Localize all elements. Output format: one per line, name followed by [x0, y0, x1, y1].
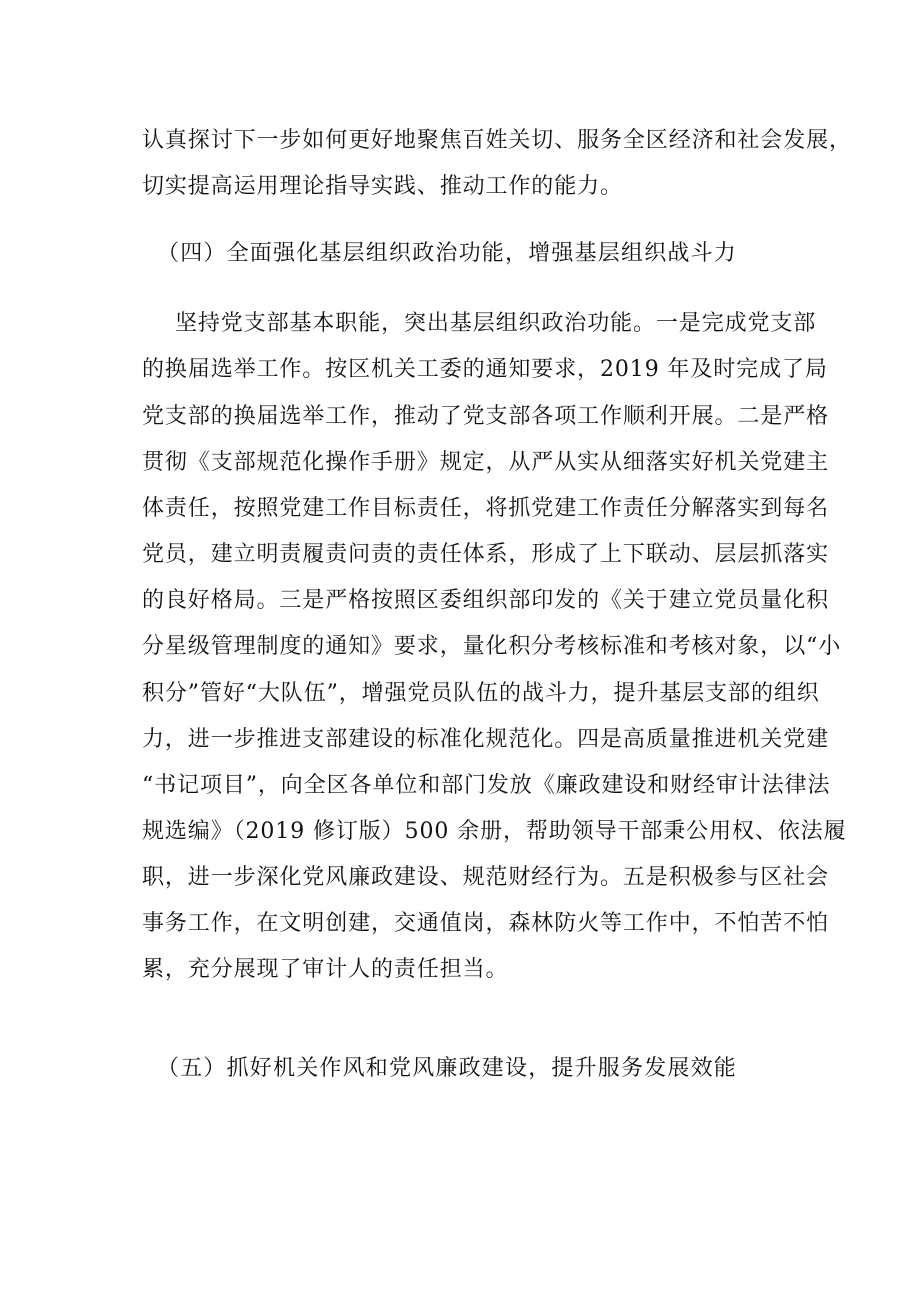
paragraph-4-line-4: 贯彻《支部规范化操作手册》规定，从严从实从细落实好机关党建主	[142, 450, 830, 475]
paragraph-4-line-8: 分星级管理制度的通知》要求，量化积分考核标准和考核对象，以“小	[142, 634, 842, 659]
paragraph-4-line-3: 党支部的换届选举工作，推动了党支部各项工作顺利开展。二是严格	[142, 404, 830, 429]
section-heading-4: （四）全面强化基层组织政治功能，增强基层组织战斗力	[157, 241, 738, 266]
paragraph-4-line-13: 职，进一步深化党风廉政建设、规范财经行为。五是积极参与区社会	[142, 865, 830, 890]
paragraph-4-line-10: 力，进一步推进支部建设的标准化规范化。四是高质量推进机关党建	[142, 727, 830, 752]
paragraph-4-line-2: 的换届选举工作。按区机关工委的通知要求，2019 年及时完成了局	[142, 357, 828, 382]
paragraph-4-line-9: 积分”管好“大队伍”，增强党员队伍的战斗力，提升基层支部的组织	[142, 681, 820, 706]
paragraph-4-line-11: “书记项目”，向全区各单位和部门发放《廉政建设和财经审计法律法	[142, 773, 831, 798]
paragraph-4-line-5: 体责任，按照党建工作目标责任，将抓党建工作责任分解落实到每名	[142, 496, 830, 521]
paragraph-4-line-7: 的良好格局。三是严格按照区委组织部印发的《关于建立党员量化积	[142, 588, 830, 613]
intro-line-1: 认真探讨下一步如何更好地聚焦百姓关切、服务全区经济和社会发展，	[142, 128, 852, 153]
paragraph-4-line-1: 坚持党支部基本职能，突出基层组织政治功能。一是完成党支部	[175, 311, 817, 336]
paragraph-4-line-14: 事务工作，在文明创建，交通值岗，森林防火等工作中，不怕苦不怕	[142, 911, 830, 936]
paragraph-4-line-15: 累，充分展现了审计人的责任担当。	[142, 957, 509, 982]
paragraph-4-line-12: 规选编》（2019 修订版）500 余册，帮助领导干部秉公用权、依法履	[142, 819, 847, 844]
intro-line-2: 切实提高运用理论指导实践、推动工作的能力。	[142, 174, 623, 199]
paragraph-4-line-6: 党员，建立明责履责问责的责任体系，形成了上下联动、层层抓落实	[142, 542, 830, 567]
section-heading-5: （五）抓好机关作风和党风廉政建设，提升服务发展效能	[157, 1056, 738, 1081]
